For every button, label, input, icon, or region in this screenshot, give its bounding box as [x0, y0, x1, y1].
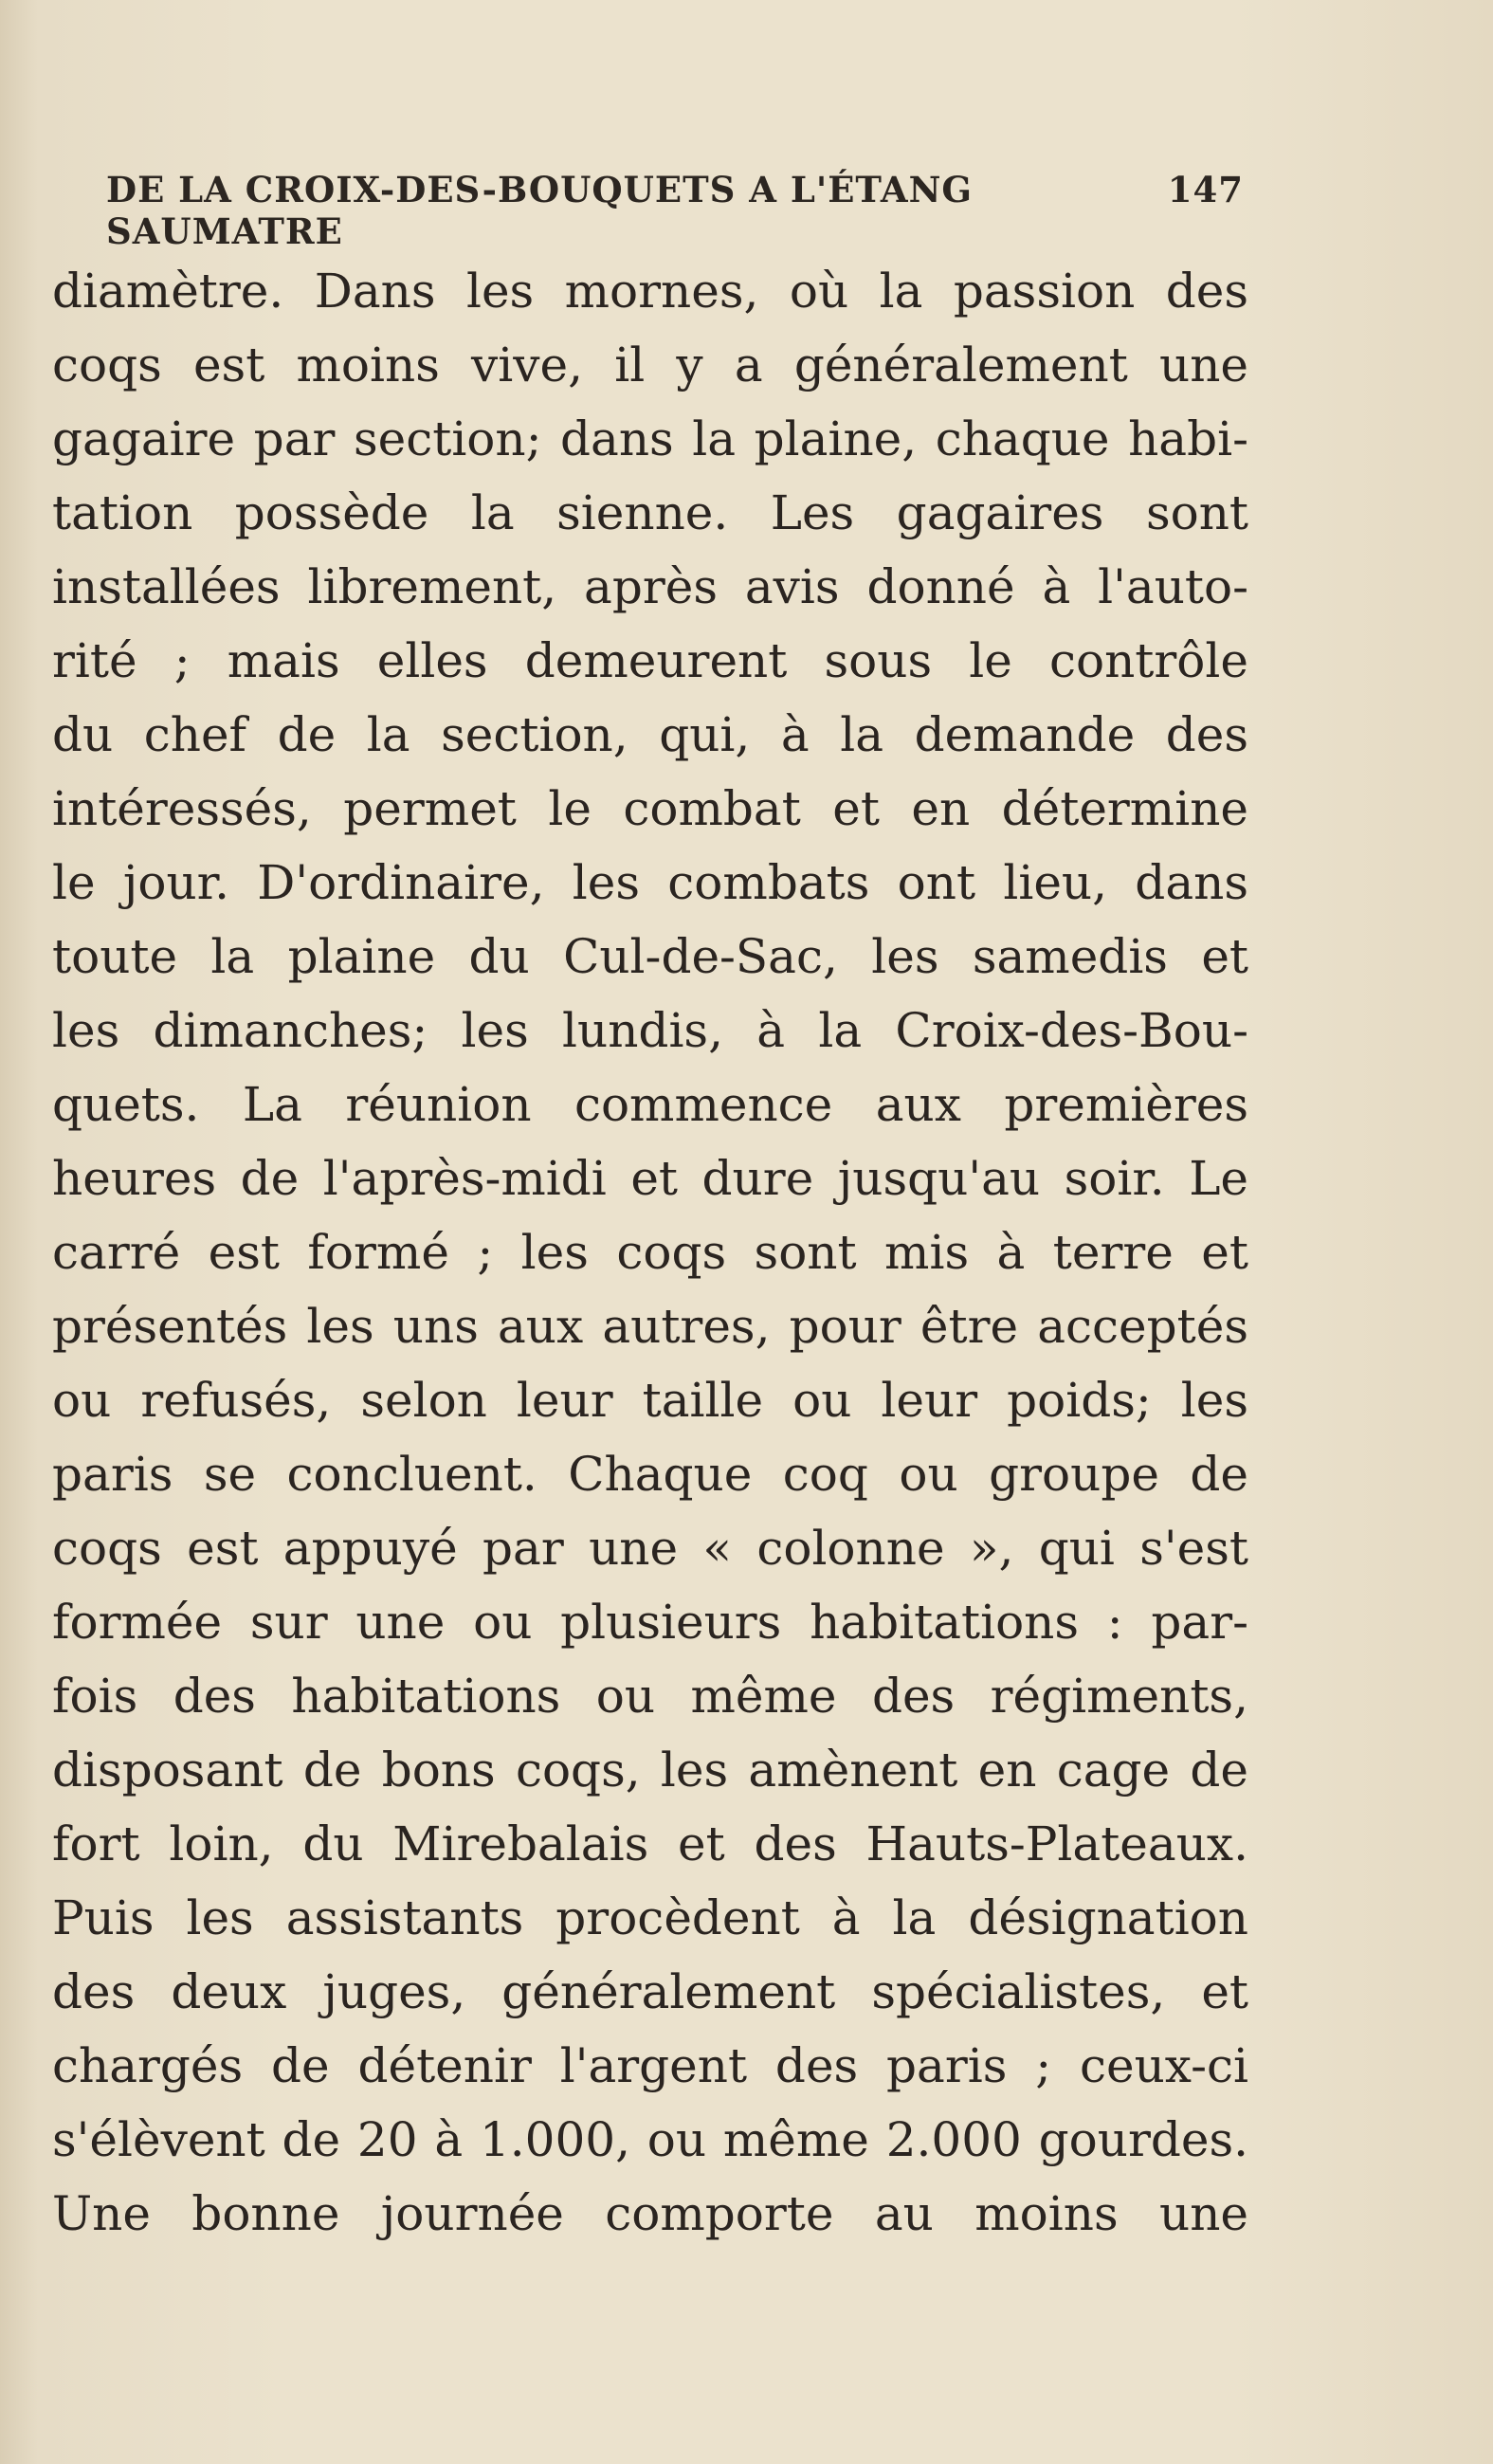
text-line: disposant de bons coqs, les amènent en cage de [52, 1743, 1248, 1798]
text-line: le jour. D'ordinaire, les combats ont lieu, dans [52, 855, 1248, 910]
text-line: formée sur une ou plusieurs habitations : par- [52, 1595, 1248, 1650]
text-line: des deux juges, généralement spécialistes, et [52, 1964, 1248, 2019]
text-line: du chef de la section, qui, à la demande des [52, 707, 1248, 762]
page-header [106, 169, 1244, 252]
text-line: les dimanches; les lundis, à la Croix-des-Bou- [52, 1003, 1248, 1058]
page-number: 147 [1167, 169, 1244, 210]
text-line: gagaire par section; dans la plaine, chaque habi- [52, 411, 1248, 466]
text-line: chargés de détenir l'argent des paris ; ceux-ci [52, 2038, 1248, 2093]
body-text [52, 254, 1248, 2251]
text-line: carré est formé ; les coqs sont mis à terre et [52, 1225, 1248, 1280]
text-line: Une bonne journée comporte au moins une [52, 2186, 1248, 2241]
text-line: toute la plaine du Cul-de-Sac, les samedis et [52, 929, 1248, 984]
text-line: paris se concluent. Chaque coq ou groupe de [52, 1447, 1248, 1502]
running-title: DE LA CROIX-DES-BOUQUETS A L'ÉTANG SAUMATRE [106, 169, 974, 252]
text-line: présentés les uns aux autres, pour être acceptés [52, 1299, 1248, 1354]
text-line: quets. La réunion commence aux premières [52, 1077, 1248, 1132]
text-line: tation possède la sienne. Les gagaires sont [52, 485, 1248, 540]
text-line: rité ; mais elles demeurent sous le contrôle [52, 633, 1248, 688]
text-line: fort loin, du Mirebalais et des Hauts-Plateaux. [52, 1816, 1248, 1871]
text-line: diamètre. Dans les mornes, où la passion des [52, 264, 1248, 319]
text-line: Puis les assistants procèdent à la désignation [52, 1890, 1248, 1945]
text-line: intéressés, permet le combat et en détermine [52, 781, 1248, 836]
text-line: fois des habitations ou même des régiments, [52, 1669, 1248, 1724]
text-line: s'élèvent de 20 à 1.000, ou même 2.000 gourdes. [52, 2112, 1248, 2167]
text-line: installées librement, après avis donné à l'auto- [52, 559, 1248, 614]
text-line: coqs est appuyé par une « colonne », qui s'est [52, 1521, 1248, 1576]
text-line: coqs est moins vive, il y a généralement une [52, 338, 1248, 392]
text-line: heures de l'après-midi et dure jusqu'au soir. Le [52, 1151, 1248, 1206]
text-line: ou refusés, selon leur taille ou leur poids; les [52, 1373, 1248, 1428]
